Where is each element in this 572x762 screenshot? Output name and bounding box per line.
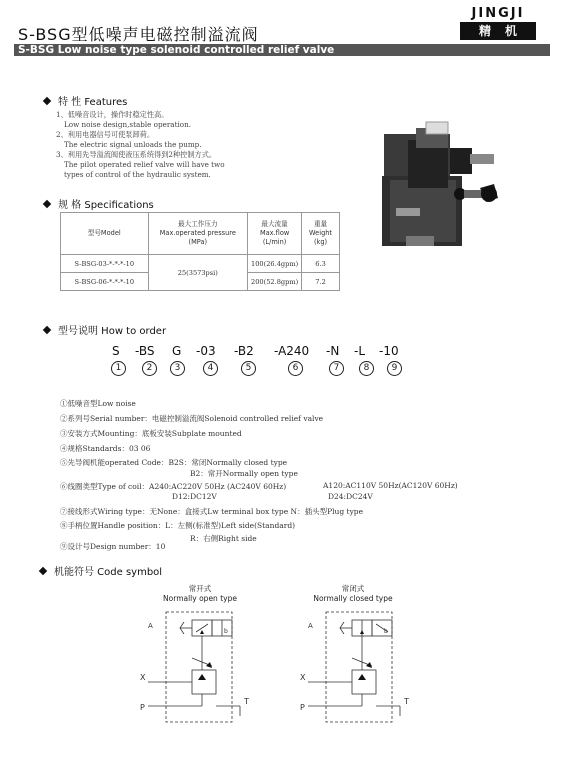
diamond-bullet-icon [43, 97, 51, 105]
code-number-badge: 2 [142, 361, 157, 376]
port-t-label: T [404, 697, 409, 706]
order-desc-line: ③安装方式Mounting：底板安装Subplate mounted [60, 429, 242, 438]
normally-closed-symbol [300, 606, 420, 728]
port-x-label: X [300, 673, 306, 682]
code-number-badge: 1 [111, 361, 126, 376]
order-desc-line: ⑨设计号Design number：10 [60, 542, 166, 551]
order-desc-line: R：右侧Right side [190, 534, 257, 543]
code-number-badge: 5 [241, 361, 256, 376]
feature-line: 1、低噪音设计，操作时稳定性高。 [56, 110, 169, 119]
cell-model: S-BSG-03-*-*-*-10 [61, 255, 149, 273]
port-t-label: T [244, 697, 249, 706]
normally-open-symbol [140, 606, 260, 728]
feature-line: types of control of the hydraulic system. [64, 170, 211, 179]
col-weight: 重量 Weight (kg) [302, 213, 340, 255]
specs-heading: 规 格 Specifications [44, 196, 154, 211]
port-a-label: A [148, 622, 153, 630]
order-desc-line: ⑧手柄位置Handle position：L：左侧(标准型)Left side(Standard) [60, 521, 296, 530]
code-segment: S [112, 344, 120, 358]
diamond-bullet-icon [43, 200, 51, 208]
feature-line: The electric signal unloads the pump. [64, 140, 202, 149]
col-pressure: 最大工作压力 Max.operated pressure (MPa) [148, 213, 248, 255]
order-desc-line: B2：常开Normally open type [190, 469, 298, 478]
code-number-badge: 7 [329, 361, 344, 376]
code-number-badge: 3 [170, 361, 185, 376]
table-header-row [61, 213, 340, 255]
feature-line: 2、利用电器信号可使泵卸荷。 [56, 130, 155, 139]
code-number-badge: 8 [359, 361, 374, 376]
title-banner: S-BSG Low noise type solenoid controlled relief valve [14, 44, 550, 56]
code-number-badge: 9 [387, 361, 402, 376]
order-desc-line: ⑥线圈类型Type of coil：A240:AC220V 50Hz (AC240V 60Hz) [60, 482, 287, 491]
table-row [61, 255, 340, 273]
cell-flow: 100(26.4gpm) [248, 255, 302, 273]
code-segment: -BS [135, 344, 155, 358]
code-segment: -03 [196, 344, 216, 358]
port-a-label: A [308, 622, 313, 630]
cell-weight: 6.3 [302, 255, 340, 273]
col-model: 型号Model [61, 213, 149, 255]
symbol-heading: 机能符号 Code symbol [40, 563, 162, 578]
order-desc-line: ④规格Standards：03 06 [60, 444, 151, 453]
order-desc-line: ⑤先导阀机能operated Code：B2S：常闭Normally closed type [60, 458, 288, 467]
col-flow: 最大流量 Max.flow (L/min) [248, 213, 302, 255]
port-b-label: b [384, 628, 388, 635]
cell-weight: 7.2 [302, 273, 340, 291]
code-segment: -10 [379, 344, 399, 358]
code-number-badge: 4 [203, 361, 218, 376]
valve-product-image [376, 118, 526, 254]
code-segment: -B2 [234, 344, 254, 358]
code-segment: G [172, 344, 182, 358]
brand-name-en: JINGJI [471, 6, 525, 21]
diamond-bullet-icon [39, 567, 47, 575]
order-heading: 型号说明 How to order [44, 322, 166, 337]
closed-type-title: 常闭式 Normally closed type [313, 584, 393, 603]
port-b-label: b [224, 628, 228, 635]
cell-model: S-BSG-06-*-*-*-10 [61, 273, 149, 291]
order-desc-line: A120:AC110V 50Hz(AC120V 60Hz) [323, 481, 458, 490]
code-segment: -N [326, 344, 340, 358]
port-p-label: P [300, 703, 305, 712]
port-x-label: X [140, 673, 146, 682]
feature-line: The pilot operated relief valve will have two [64, 160, 225, 169]
code-segment: -L [354, 344, 366, 358]
code-number-badge: 6 [288, 361, 303, 376]
port-p-label: P [140, 703, 145, 712]
order-desc-line: ①低噪音型Low noise [60, 399, 136, 408]
specifications-table [60, 212, 340, 291]
open-type-title: 常开式 Normally open type [163, 584, 237, 603]
feature-line: Low noise design,stable operation. [64, 120, 192, 129]
features-heading: 特 性 Features [44, 93, 127, 108]
brand-logo [460, 6, 536, 40]
diamond-bullet-icon [43, 326, 51, 334]
cell-flow: 200(52.8gpm) [248, 273, 302, 291]
order-desc-line: D12:DC12V [172, 492, 217, 501]
order-desc-line: ②系列号Serial number：电磁控制溢流阀Solenoid controlled relief valve [60, 414, 324, 423]
order-desc-line: D24:DC24V [328, 492, 373, 501]
brand-name-cn: 精机 [460, 22, 536, 40]
feature-line: 3、利用先导溢流阀使液压系统得到2种控制方式。 [56, 150, 217, 159]
order-desc-line: ⑦接线形式Wiring type：无None：盒接式Lw terminal box type N：插头型Plug type [60, 507, 364, 516]
page-title: S-BSG型低噪声电磁控制溢流阀 [18, 25, 259, 44]
code-segment: -A240 [274, 344, 310, 358]
cell-pressure: 25(3573psi) [148, 255, 248, 291]
